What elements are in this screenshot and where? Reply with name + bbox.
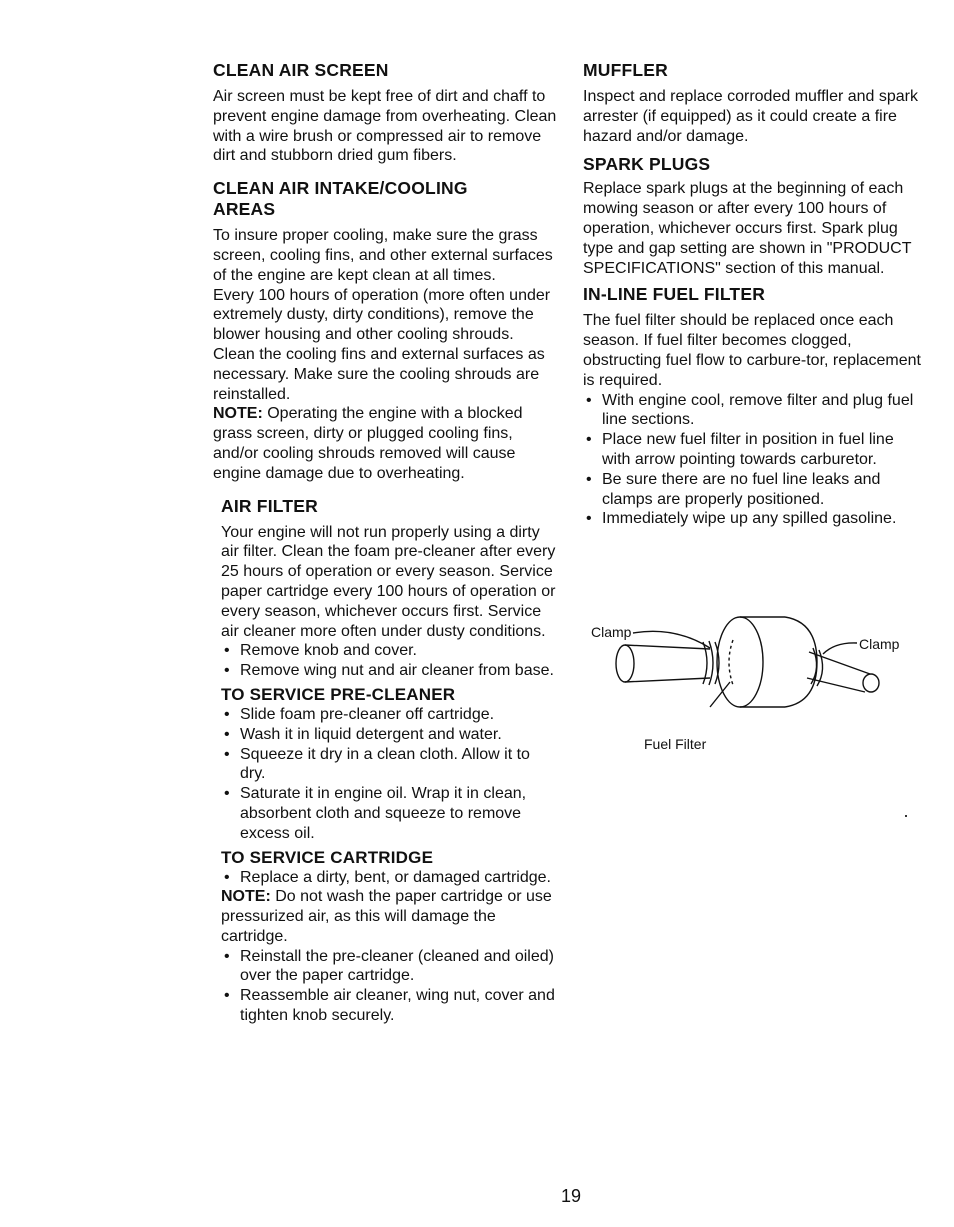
note-label: NOTE: bbox=[213, 405, 263, 423]
cartridge-bullets bbox=[221, 868, 558, 888]
list-item: • Slide foam pre-cleaner off cartridge. bbox=[221, 705, 558, 725]
clean-air-screen-text: Air screen must be kept free of dirt and chaff to prevent engine damage from overheating. Clean with a wire brush or compressed air to remove dirt and stubborn dried gum fibers. bbox=[213, 88, 557, 165]
intake-note bbox=[213, 404, 558, 483]
list-item: • Reinstall the pre-cleaner (cleaned and oiled) over the paper cartridge. bbox=[221, 947, 558, 987]
fuel-filter-bullets bbox=[583, 391, 923, 530]
list-item: • Remove knob and cover. bbox=[221, 641, 558, 661]
clamp-label-right: Clamp bbox=[859, 636, 900, 652]
left-column bbox=[213, 60, 558, 1026]
clean-air-screen-heading: CLEAN AIR SCREEN bbox=[213, 60, 389, 80]
pre-cleaner-bullets bbox=[221, 705, 558, 844]
list-item: • Place new fuel filter in position in fuel line with arrow pointing towards carburetor. bbox=[583, 430, 923, 470]
fuel-filter-text: The fuel filter should be replaced once each season. If fuel filter becomes clogged, obstructing fuel flow to carbure-tor, replacement is required. bbox=[583, 312, 921, 389]
intake-text-1: To insure proper cooling, make sure the grass screen, cooling fins, and other external surfaces of the engine are kept clean at all times. bbox=[213, 227, 553, 284]
clamp-label-left: Clamp bbox=[591, 624, 632, 640]
air-filter-bullets bbox=[221, 641, 558, 681]
air-filter-text: Your engine will not run properly using a dirty air filter. Clean the foam pre-cleaner after every 25 hours of operation or every season. Service paper cartridge every 100 hours of operation or every season, whichever occurs first. Service air cleaner more often under dusty conditions. bbox=[221, 523, 556, 640]
air-filter-heading: AIR FILTER bbox=[221, 495, 318, 516]
list-item: • Wash it in liquid detergent and water. bbox=[221, 725, 558, 745]
clean-air-intake-heading bbox=[213, 178, 558, 220]
list-item: • Saturate it in engine oil. Wrap it in clean, absorbent cloth and squeeze to remove excess oil. bbox=[221, 784, 558, 843]
list-item: • Replace a dirty, bent, or damaged cartridge. bbox=[221, 868, 558, 888]
heading-line-2: AREAS bbox=[213, 199, 276, 220]
heading-line-1: CLEAN AIR INTAKE/COOLING bbox=[213, 178, 468, 199]
spark-plugs-heading: SPARK PLUGS bbox=[583, 154, 711, 175]
cartridge-heading: TO SERVICE CARTRIDGE bbox=[221, 847, 434, 867]
fuel-filter-illustration bbox=[585, 612, 915, 757]
list-item: • Remove wing nut and air cleaner from base. bbox=[221, 661, 558, 681]
note-label: NOTE: bbox=[221, 888, 271, 906]
intake-text-2: Every 100 hours of operation (more often under extremely dusty, dirty conditions), remove the blower housing and other cooling shrouds. Clean the cooling fins and external surfaces as necessary. Make sure the cooling shrouds are reinstalled. bbox=[213, 286, 551, 403]
stray-mark bbox=[905, 815, 907, 817]
note-text: Operating the engine with a blocked grass screen, dirty or plugged cooling fins, and/or cooling shrouds removed will cause engine damage due to overheating. bbox=[213, 405, 523, 482]
note-text: Do not wash the paper cartridge or use pressurized air, as this will damage the cartridge. bbox=[221, 888, 552, 945]
spark-plugs-text: Replace spark plugs at the beginning of each mowing season or after every 100 hours of operation, whichever occurs first. Spark plug type and gap setting are shown in "PRODUCT SPECIFICATIONS" section of this manual. bbox=[583, 180, 912, 277]
fuel-filter-label: Fuel Filter bbox=[644, 736, 707, 752]
fuel-filter-figure bbox=[585, 612, 915, 757]
pre-cleaner-heading: TO SERVICE PRE-CLEANER bbox=[221, 684, 456, 704]
list-item: • With engine cool, remove filter and plug fuel line sections. bbox=[583, 391, 923, 431]
cartridge-note bbox=[221, 887, 558, 946]
muffler-text: Inspect and replace corroded muffler and spark arrester (if equipped) as it could create a fire hazard and/or damage. bbox=[583, 88, 919, 145]
muffler-heading: MUFFLER bbox=[583, 60, 668, 80]
right-column bbox=[583, 60, 923, 529]
list-item: • Be sure there are no fuel line leaks and clamps are properly positioned. bbox=[583, 470, 923, 510]
list-item: • Immediately wipe up any spilled gasoline. bbox=[583, 509, 923, 529]
list-item: • Reassemble air cleaner, wing nut, cover and tighten knob securely. bbox=[221, 986, 558, 1026]
page-number: 19 bbox=[561, 1186, 582, 1206]
list-item: • Squeeze it dry in a clean cloth. Allow it to dry. bbox=[221, 745, 558, 785]
final-bullets bbox=[221, 947, 558, 1026]
fuel-filter-heading: IN-LINE FUEL FILTER bbox=[583, 284, 766, 305]
